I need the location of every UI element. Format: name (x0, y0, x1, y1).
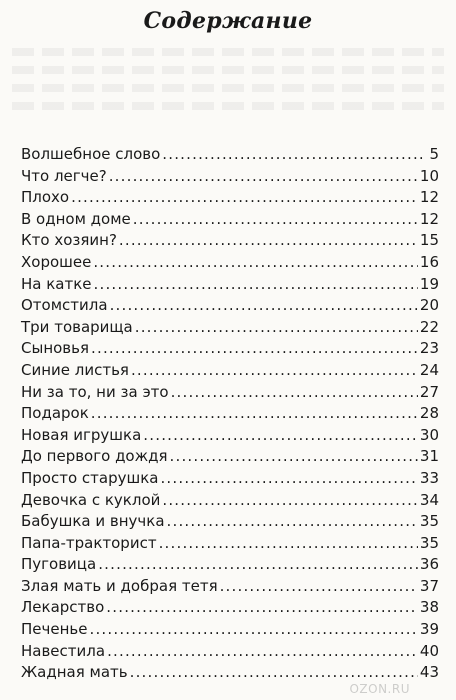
toc-entry-title: Новая игрушка (21, 425, 142, 444)
toc-entry (21, 641, 439, 663)
toc-entry-page-number: 37 (419, 576, 439, 595)
dot-leader (131, 360, 418, 382)
dot-leader (170, 446, 418, 468)
dot-leader (159, 533, 418, 555)
bleed-through-line (12, 84, 444, 92)
toc-entry-title: Папа-тракторист (21, 533, 157, 552)
toc-entry-title: Пуговица (21, 555, 97, 574)
bleed-through-line (12, 66, 444, 74)
dot-leader (89, 619, 417, 641)
toc-entry (21, 252, 439, 274)
toc-entry-page-number: 40 (419, 641, 439, 660)
toc-entry-page-number: 10 (419, 166, 439, 185)
toc-entry-page-number: 33 (419, 468, 439, 487)
toc-entry-page-number: 36 (419, 555, 439, 574)
toc-entry-page-number: 12 (419, 209, 439, 228)
toc-entry-page-number: 23 (419, 339, 439, 358)
toc-entry-page-number: 39 (419, 620, 439, 639)
toc-entry-page-number: 35 (419, 533, 439, 552)
toc-entry (21, 144, 439, 166)
dot-leader (162, 490, 418, 512)
toc-entry-page-number: 35 (419, 512, 439, 531)
toc-entry (21, 166, 439, 188)
toc-entry-page-number: 22 (419, 317, 439, 336)
toc-entry-page-number: 16 (419, 252, 439, 271)
toc-entry-title: Печенье (21, 620, 88, 639)
toc-entry-page-number: 34 (419, 490, 439, 509)
toc-entry-page-number: 31 (419, 447, 439, 466)
toc-entry-page-number: 19 (419, 274, 439, 293)
toc-entry (21, 209, 439, 231)
dot-leader (133, 209, 418, 231)
toc-entry-page-number: 24 (419, 360, 439, 379)
toc-entry-title: Лекарство (21, 598, 105, 617)
toc-entry-title: В одном доме (21, 209, 131, 228)
toc-entry (21, 295, 439, 317)
toc-entry (21, 425, 439, 447)
toc-entry-title: Девочка с куклой (21, 490, 161, 509)
toc-entry (21, 360, 439, 382)
dot-leader (220, 576, 418, 598)
dot-leader (91, 338, 418, 360)
bleed-through-line (12, 102, 444, 110)
toc-entry-title: Ни за то, ни за это (21, 382, 169, 401)
toc-entry-title: Злая мать и добрая тетя (21, 576, 218, 595)
toc-entry-page-number: 5 (429, 145, 439, 163)
toc-entry-title: Синие листья (21, 360, 129, 379)
toc-entry-page-number: 15 (419, 231, 439, 250)
dot-leader (160, 468, 417, 490)
toc-entry-page-number: 30 (419, 425, 439, 444)
dot-leader (71, 187, 418, 209)
dot-leader (109, 166, 418, 188)
toc-entry (21, 446, 439, 468)
dot-leader (162, 144, 425, 166)
dot-leader (94, 274, 418, 296)
bleed-through-line (12, 48, 444, 56)
toc-entry (21, 490, 439, 512)
toc-entry-page-number: 38 (419, 598, 439, 617)
dot-leader (143, 425, 418, 447)
dot-leader (130, 662, 418, 684)
toc-entry-page-number: 27 (419, 382, 439, 401)
toc-entry-page-number: 28 (419, 404, 439, 423)
toc-entry (21, 619, 439, 641)
toc-entry-title: Бабушка и внучка (21, 512, 165, 531)
toc-entry-page-number: 20 (419, 296, 439, 315)
toc-entry (21, 274, 439, 296)
dot-leader (98, 554, 418, 576)
toc-entry-title: Плохо (21, 188, 70, 207)
dot-leader (167, 511, 418, 533)
toc-entry-page-number: 12 (419, 188, 439, 207)
toc-entry-title: Отомстила (21, 296, 108, 315)
toc-entry-title: До первого дождя (21, 447, 168, 466)
toc-entry (21, 511, 439, 533)
toc-entry-title: Просто старушка (21, 468, 159, 487)
toc-entry (21, 317, 439, 339)
toc-entry-title: Кто хозяин? (21, 231, 117, 250)
toc-entry (21, 338, 439, 360)
dot-leader (106, 597, 418, 619)
page-title: Содержание (143, 8, 313, 34)
toc-entry (21, 554, 439, 576)
toc-entry (21, 662, 439, 684)
toc-entry (21, 403, 439, 425)
toc-entry-title: Три товарища (21, 317, 133, 336)
toc-entry (21, 597, 439, 619)
dot-leader (107, 641, 418, 663)
toc-entry (21, 382, 439, 404)
dot-leader (119, 230, 418, 252)
toc-entry-title: Подарок (21, 404, 89, 423)
toc-entry-title: На катке (21, 274, 92, 293)
toc-entry (21, 533, 439, 555)
toc-entry (21, 468, 439, 490)
toc-entry (21, 230, 439, 252)
toc-entry (21, 187, 439, 209)
toc-entry-title: Что легче? (21, 166, 107, 185)
dot-leader (135, 317, 418, 339)
dot-leader (93, 252, 418, 274)
toc-entry-title: Сыновья (21, 339, 90, 358)
watermark: OZON.RU (349, 682, 410, 696)
toc-entry-title: Навестила (21, 641, 106, 660)
toc-entry-title: Хорошее (21, 252, 92, 271)
toc-entry-title: Жадная мать (21, 663, 128, 682)
dot-leader (171, 382, 418, 404)
toc-entry (21, 576, 439, 598)
table-of-contents (21, 144, 439, 684)
toc-entry-page-number: 43 (419, 663, 439, 682)
dot-leader (110, 295, 418, 317)
dot-leader (91, 403, 418, 425)
toc-entry-title: Волшебное слово (21, 145, 161, 163)
